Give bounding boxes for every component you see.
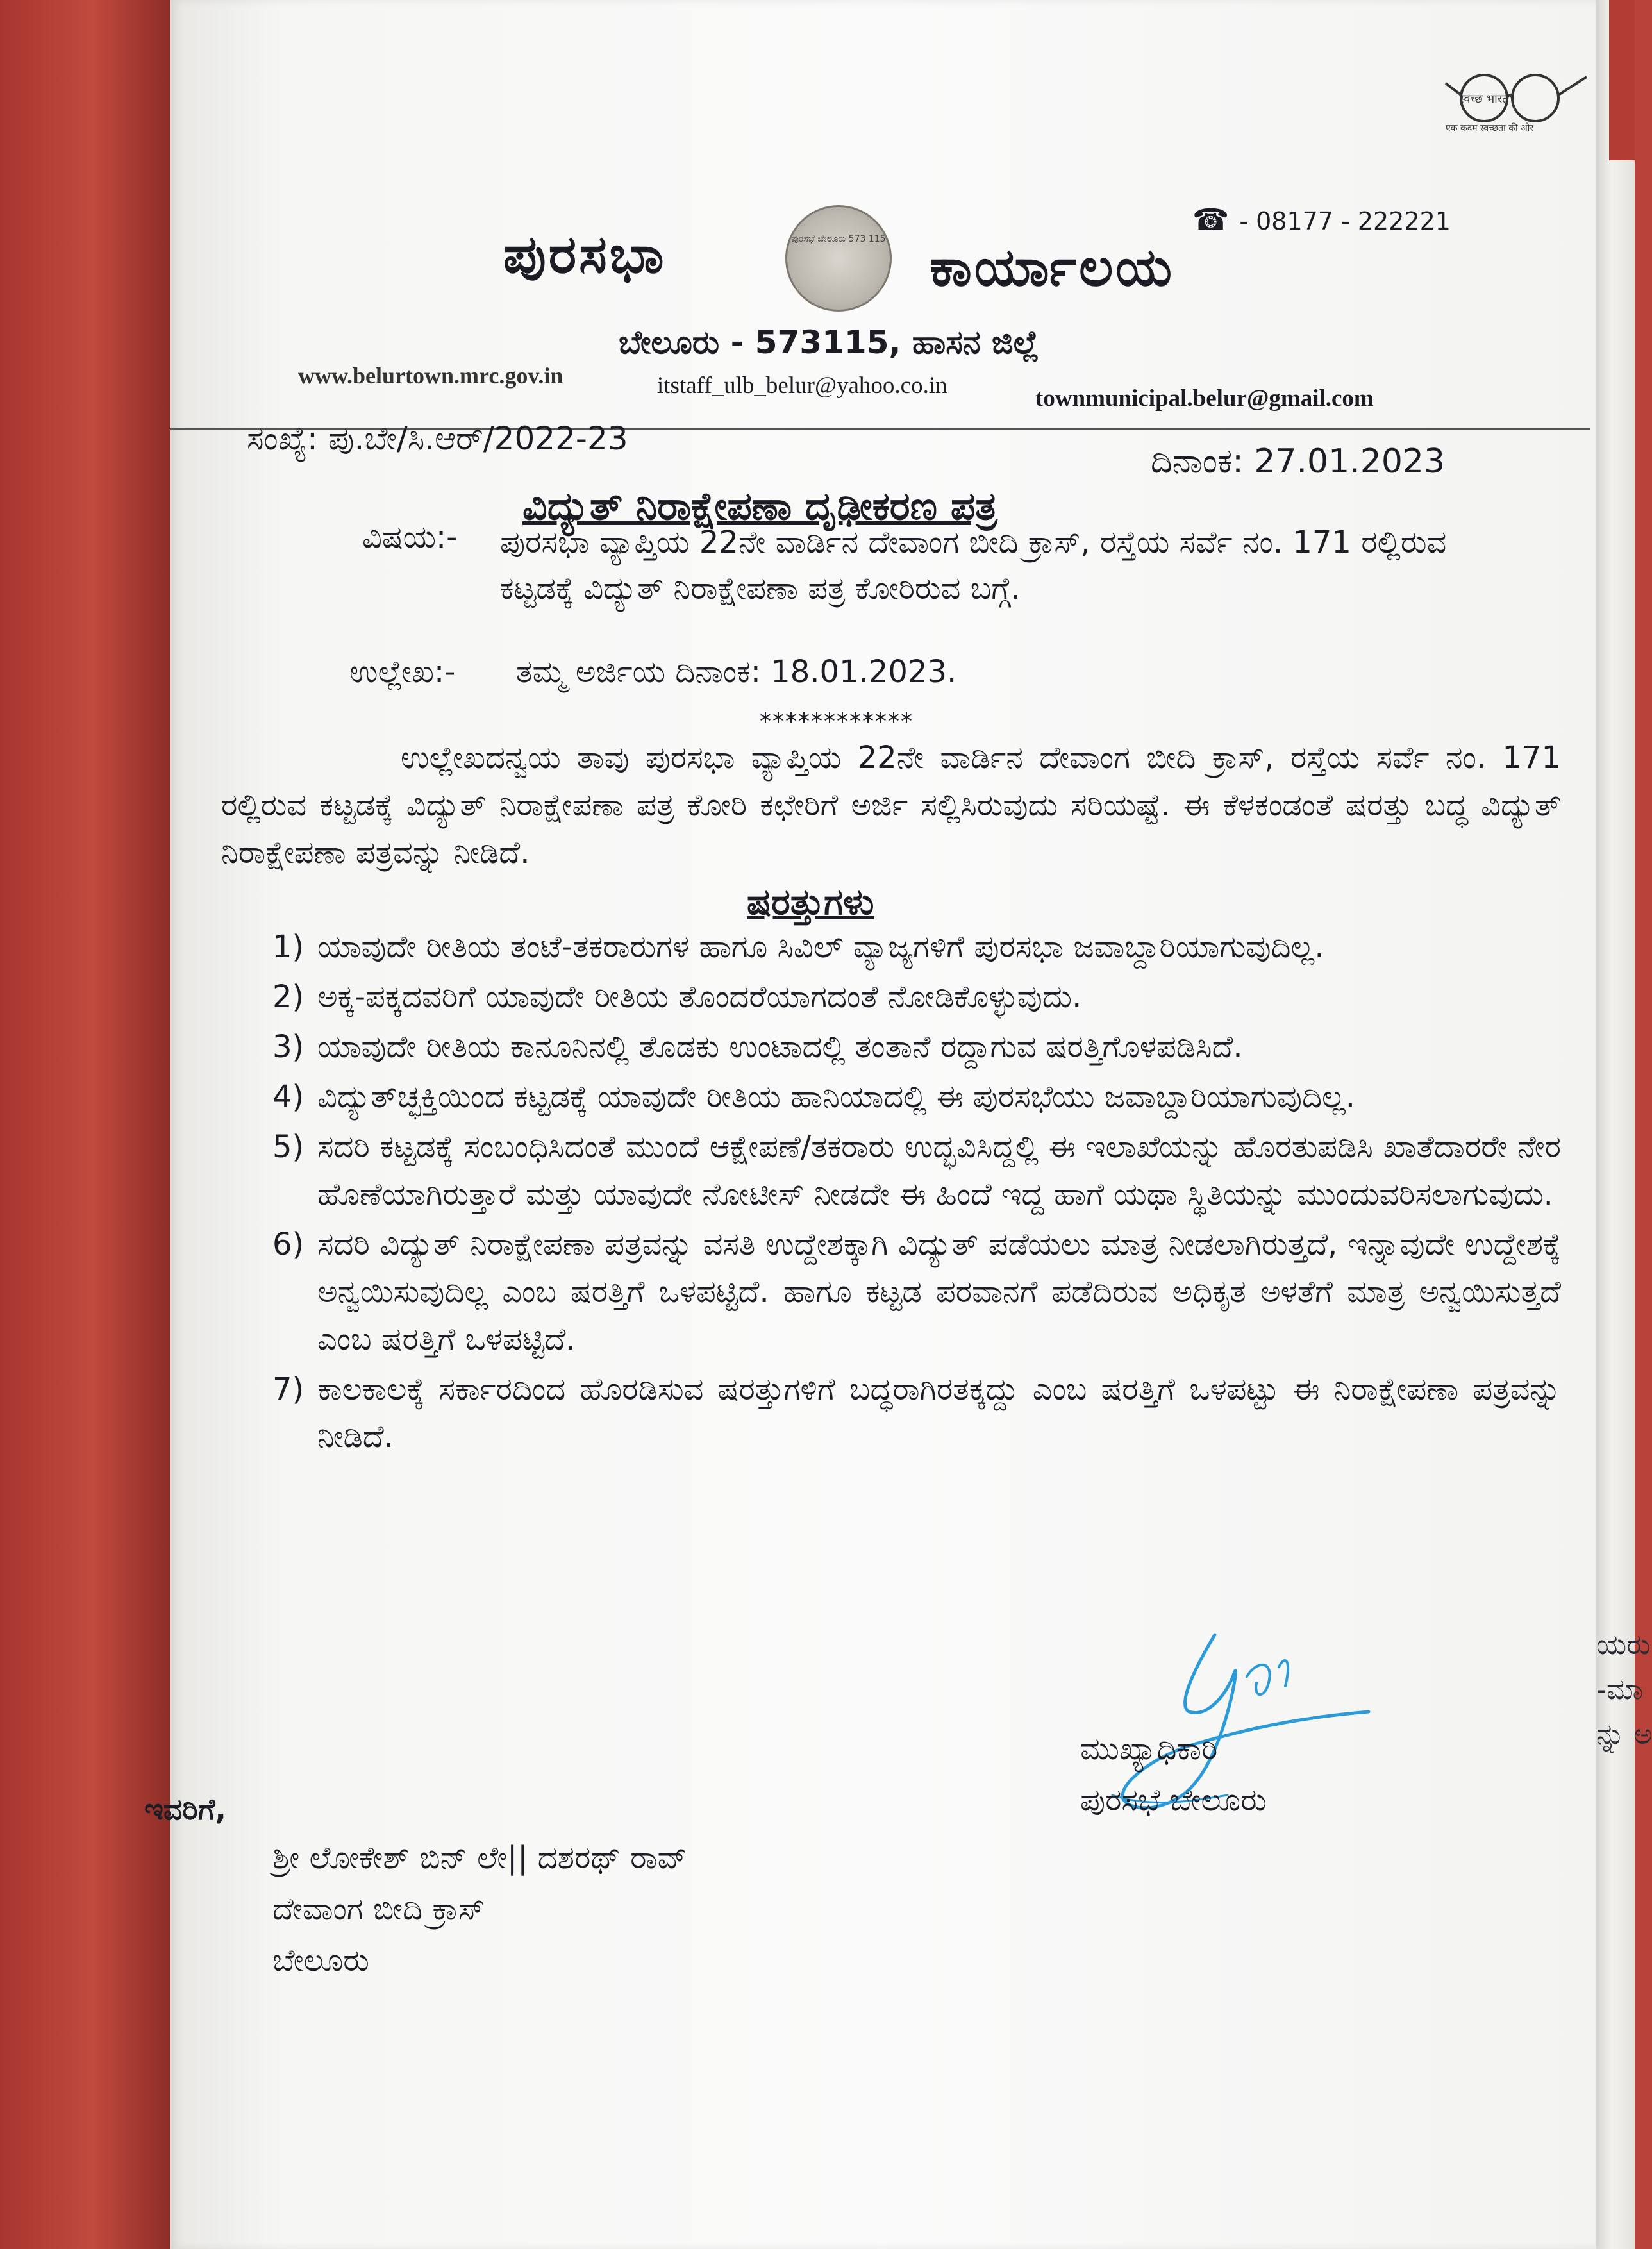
phone-number — [1192, 202, 1451, 237]
subject-label: ವಿಷಯ:- — [362, 519, 458, 555]
email-secondary: townmunicipal.belur@gmail.com — [1035, 385, 1374, 412]
email-primary: itstaff_ulb_belur@yahoo.co.in — [657, 372, 947, 399]
signatory-office: ಪುರಸಭೆ ಬೇಲೂರು — [1080, 1782, 1267, 1818]
condition-number: 7) — [272, 1371, 305, 1407]
condition-number: 5) — [272, 1129, 305, 1165]
reference-label: ಉಲ್ಲೇಖ:- — [349, 654, 456, 690]
binder-edge-top-right — [1609, 0, 1635, 160]
signatory-designation: ಮುಖ್ಯಾಧಿಕಾರಿ — [1080, 1731, 1218, 1767]
office-name-left: ಪುರಸಭಾ — [503, 224, 667, 285]
condition-item — [221, 1073, 1561, 1121]
seal-text: ಪುರಸಭೆ ಬೇಲೂರು 573 115 — [791, 234, 886, 244]
office-address: ಬೇಲೂರು - 573115, ಹಾಸನ ಜಿಲ್ಲೆ — [619, 324, 1039, 361]
conditions-heading: ಷರತ್ತುಗಳು — [747, 882, 874, 923]
subject-text: ಪುರಸಭಾ ವ್ಯಾಪ್ತಿಯ 22ನೇ ವಾರ್ಡಿನ ದೇವಾಂಗ ಬೀದಿ ಕ್ರಾಸ್, ರಸ್ತೆಯ ಸರ್ವೆ ನಂ. 171 ರಲ್ಲಿರುವ ಕಟ್ಟಡಕ್ಕೆ ವಿದ್ಯುತ್ ನಿರಾಕ್ಷೇಪಣಾ ಪತ್ರ ಕೋರಿರುವ ಬಗ್ಗೆ. — [500, 524, 1447, 606]
condition-item — [221, 1221, 1561, 1363]
condition-number: 3) — [272, 1029, 305, 1065]
letter-page — [144, 0, 1596, 2249]
condition-text: ವಿದ್ಯುತ್‌ಚ್ಛಕ್ತಿಯಿಂದ ಕಟ್ಟಡಕ್ಕೆ ಯಾವುದೇ ರೀತಿಯ ಹಾನಿಯಾದಲ್ಲಿ ಈ ಪುರಸಭೆಯು ಜವಾಬ್ದಾರಿಯಾಗುವುದಿಲ್ಲ. — [317, 1079, 1356, 1115]
condition-number: 6) — [272, 1226, 305, 1262]
condition-item — [221, 1123, 1561, 1218]
condition-number: 2) — [272, 979, 305, 1015]
separator-stars: ************ — [760, 708, 914, 735]
condition-number: 1) — [272, 929, 305, 965]
condition-text: ಸದರಿ ವಿದ್ಯುತ್ ನಿರಾಕ್ಷೇಪಣಾ ಪತ್ರವನ್ನು ವಸತಿ ಉದ್ದೇಶಕ್ಕಾಗಿ ವಿದ್ಯುತ್ ಪಡೆಯಲು ಮಾತ್ರ ನೀಡಲಾಗಿರುತ್ತದೆ, ಇನ್ನಾವುದೇ ಉದ್ದೇಶಕ್ಕೆ ಅನ್ವಯಿಸುವುದಿಲ್ಲ ಎಂಬ ಷರತ್ತಿಗೆ ಒಳಪಟ್ಟಿದೆ. ಹಾಗೂ ಕಟ್ಟಡ ಪರವಾನಗೆ ಪಡೆದಿರುವ ಅಧಿಕೃತ ಅಳತೆಗೆ ಮಾತ್ರ ಅನ್ವಯಿಸುತ್ತದೆ ಎಂಬ ಷರತ್ತಿಗೆ ಒಳಪಟ್ಟಿದೆ. — [317, 1226, 1561, 1357]
condition-item — [221, 923, 1561, 971]
swachh-tagline: एक कदम स्वच्छता की ओर — [1446, 123, 1534, 133]
condition-item — [221, 1023, 1561, 1071]
reference-text: ತಮ್ಮ ಅರ್ಜಿಯ ದಿನಾಂಕ: 18.01.2023. — [516, 654, 957, 690]
condition-text: ಕಾಲಕಾಲಕ್ಕೆ ಸರ್ಕಾರದಿಂದ ಹೊರಡಿಸುವ ಷರತ್ತುಗಳಿಗೆ ಬದ್ಧರಾಗಿರತಕ್ಕದ್ದು ಎಂಬ ಷರತ್ತಿಗೆ ಒಳಪಟ್ಟು ಈ ನಿರಾಕ್ಷೇಪಣಾ ಪತ್ರವನ್ನು ನೀಡಿದೆ. — [317, 1371, 1561, 1455]
letter-date: ದಿನಾಂಕ: 27.01.2023 — [1151, 442, 1446, 481]
adjacent-page-edge — [1596, 0, 1652, 2249]
condition-item — [221, 973, 1561, 1021]
conditions-list — [221, 923, 1561, 1463]
adjacent-page-fragment: -ಮಾ — [1596, 1673, 1644, 1706]
telephone-icon: ☎ — [1192, 202, 1230, 237]
website: www.belurtown.mrc.gov.in — [298, 363, 563, 389]
recipient-street: ದೇವಾಂಗ ಬೀದಿ ಕ್ರಾಸ್ — [272, 1891, 485, 1927]
condition-text: ಸದರಿ ಕಟ್ಟಡಕ್ಕೆ ಸಂಬಂಧಿಸಿದಂತೆ ಮುಂದೆ ಆಕ್ಷೇಪಣೆ/ತಕರಾರು ಉದ್ಭವಿಸಿದ್ದಲ್ಲಿ ಈ ಇಲಾಖೆಯನ್ನು ಹೊರತುಪಡಿಸಿ ಖಾತೆದಾರರೇ ನೇರ ಹೊಣೆಯಾಗಿರುತ್ತಾರೆ ಮತ್ತು ಯಾವುದೇ ನೋಟೀಸ್ ನೀಡದೇ ಈ ಹಿಂದೆ ಇದ್ದ ಹಾಗೆ ಯಥಾ ಸ್ಥಿತಿಯನ್ನು ಮುಂದುವರಿಸಲಾಗುವುದು. — [317, 1129, 1561, 1212]
document-title: ವಿದ್ಯುತ್ ನಿರಾಕ್ಷೇಪಣಾ ದೃಢೀಕರಣ ಪತ್ರ — [522, 484, 997, 529]
condition-text: ಯಾವುದೇ ರೀತಿಯ ಕಾನೂನಿನಲ್ಲಿ ತೊಡಕು ಉಂಟಾದಲ್ಲಿ ತಂತಾನೆ ರದ್ದಾಗುವ ಷರತ್ತಿಗೊಳಪಡಿಸಿದೆ. — [317, 1029, 1243, 1065]
condition-text: ಅಕ್ಕ-ಪಕ್ಕದವರಿಗೆ ಯಾವುದೇ ರೀತಿಯ ತೊಂದರೆಯಾಗದಂತೆ ನೋಡಿಕೊಳ್ಳುವುದು. — [317, 979, 1082, 1015]
adjacent-page-fragment: ಯರು — [1596, 1628, 1651, 1661]
condition-number: 4) — [272, 1079, 305, 1115]
office-name-right: ಕಾರ್ಯಾಲಯ — [930, 237, 1175, 298]
recipient-name: ಶ್ರೀ ಲೋಕೇಶ್ ಬಿನ್ ಲೇ|| ದಶರಥ್ ರಾವ್ — [272, 1840, 687, 1876]
binder-edge-left — [0, 0, 170, 2249]
recipient-town: ಬೇಲೂರು — [272, 1943, 369, 1978]
phone-text: - 08177 - 222221 — [1239, 207, 1451, 235]
condition-text: ಯಾವುದೇ ರೀತಿಯ ತಂಟೆ-ತಕರಾರುಗಳ ಹಾಗೂ ಸಿವಿಲ್ ವ್ಯಾಜ್ಯಗಳಿಗೆ ಪುರಸಭಾ ಜವಾಬ್ದಾರಿಯಾಗುವುದಿಲ್ಲ. — [317, 929, 1324, 965]
reference-number: ಸಂಖ್ಯೆ: ಪು.ಬೇ/ಸಿ.ಆರ್/2022-23 — [247, 420, 628, 457]
swachh-logo-word: स्वच्छ भारत — [1459, 92, 1509, 106]
letter-body: ಉಲ್ಲೇಖದನ್ವಯ ತಾವು ಪುರಸಭಾ ವ್ಯಾಪ್ತಿಯ 22ನೇ ವಾರ್ಡಿನ ದೇವಾಂಗ ಬೀದಿ ಕ್ರಾಸ್, ರಸ್ತೆಯ ಸರ್ವೆ ನಂ. 171 ರಲ್ಲಿರುವ ಕಟ್ಟಡಕ್ಕೆ ವಿದ್ಯುತ್ ನಿರಾಕ್ಷೇಪಣಾ ಪತ್ರ ಕೋರಿ ಕಛೇರಿಗೆ ಅರ್ಜಿ ಸಲ್ಲಿಸಿರುವುದು ಸರಿಯಷ್ಟೆ. ಈ ಕೆಳಕಂಡಂತೆ ಷರತ್ತು ಬದ್ಧ ವಿದ್ಯುತ್ ನಿರಾಕ್ಷೇಪಣಾ ಪತ್ರವನ್ನು ನೀಡಿದೆ. — [221, 740, 1561, 871]
condition-item — [221, 1366, 1561, 1460]
recipient-label: ಇವರಿಗೆ, — [144, 1792, 226, 1827]
municipal-seal — [785, 205, 892, 312]
adjacent-page-fragment: ನ್ನು ಅ — [1596, 1718, 1652, 1751]
